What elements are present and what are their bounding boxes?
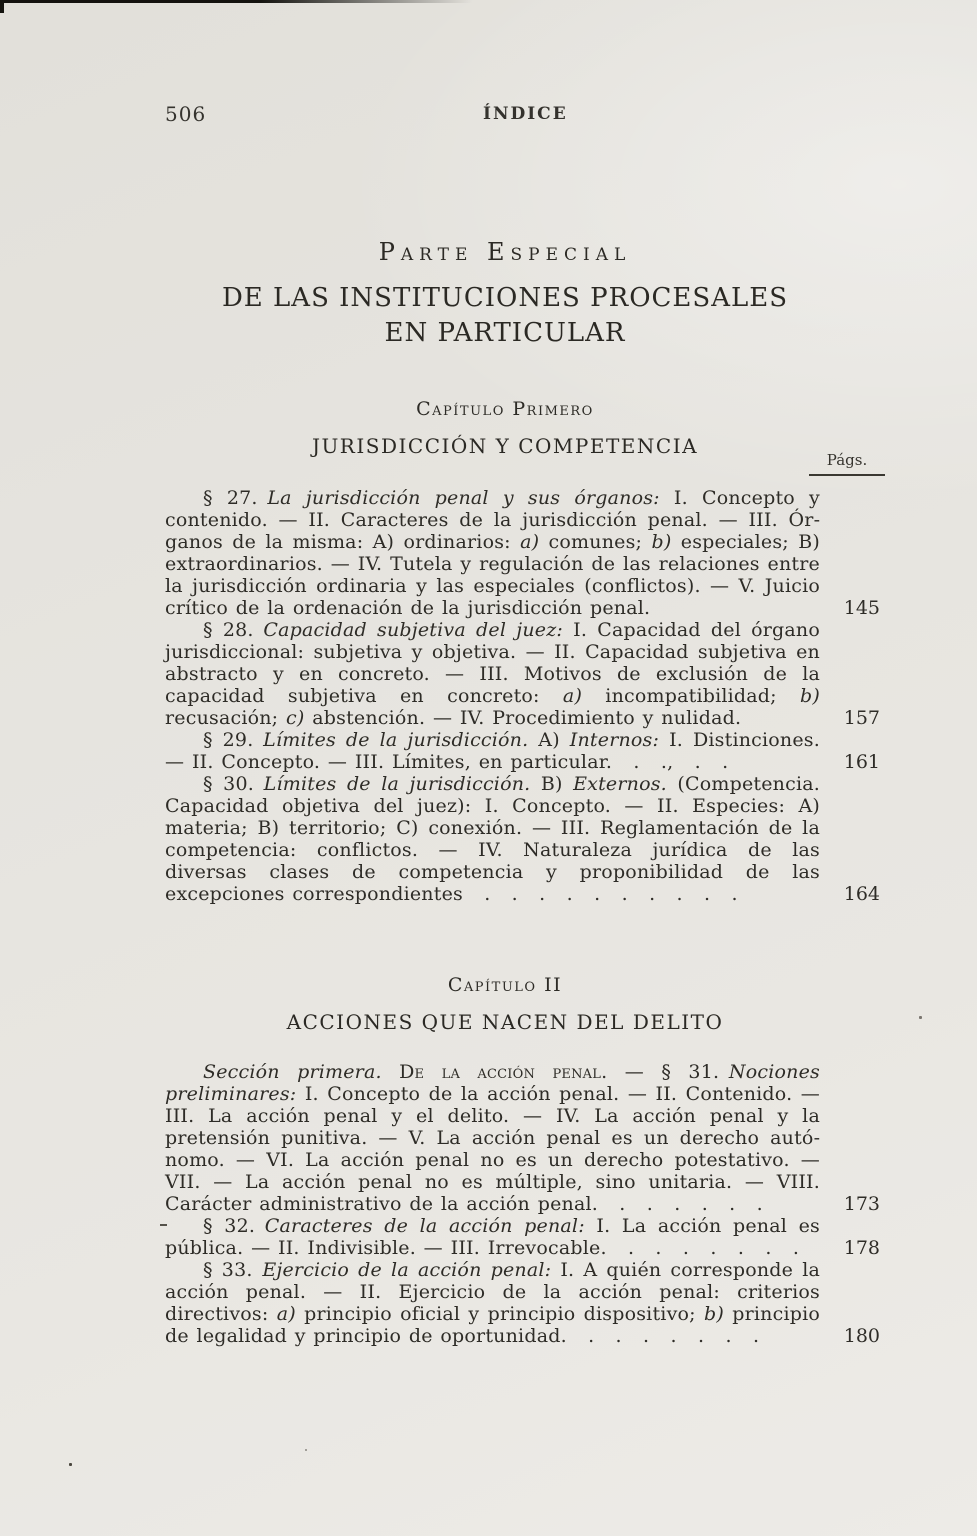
toc-entry-segment: principio oficial y principio dispositivo;	[295, 1303, 704, 1325]
toc-entry-page-number: 161	[843, 751, 880, 773]
toc-entry-text	[165, 619, 820, 729]
toc-entry-segment: c)	[286, 707, 305, 729]
part-title-line-1: DE LAS INSTITUCIONES PROCESALES	[221, 283, 789, 313]
toc-entry-segment: Internos:	[569, 729, 660, 751]
toc-entry-segment: comunes;	[539, 531, 652, 553]
chapter-1-toc-entries	[165, 487, 880, 905]
toc-entry-text	[165, 773, 820, 905]
toc-entry-segment: — § 31.	[607, 1061, 729, 1083]
toc-entry-segment: a)	[562, 685, 583, 707]
pages-column-label: Págs.	[809, 451, 885, 476]
toc-entry-segment: recusación;	[165, 707, 287, 729]
toc-entry-segment: Ejercicio de la acción penal:	[262, 1259, 552, 1281]
paper-speck	[69, 1463, 72, 1466]
toc-entry-segment: (Competencia. Capacidad objetiva del juez): I. Concepto. — II. Especies: A) materia; B) territorio; C) conexión. — III. Reglamentación de la competencia: conflictos. — IV. Naturaleza jurídica de las diversas clases de competencia y proponibilidad de las excepciones correspondientes	[165, 773, 820, 905]
toc-entry-segment: Sección primera.	[203, 1061, 382, 1083]
toc-entry-segment: Nociones preliminares:	[165, 1061, 820, 1105]
toc-entry-text	[165, 1061, 820, 1215]
toc-entry-segment: abstención. — IV. Procedimiento y nulidad.	[304, 707, 742, 729]
toc-entry-segment: § 29.	[203, 729, 264, 751]
toc-entry	[165, 773, 880, 905]
toc-entry-segment: b)	[651, 531, 672, 553]
toc-entry-segment: § 27.	[203, 487, 268, 509]
toc-entry-segment: § 30.	[203, 773, 264, 795]
page-number-folio: 506	[165, 102, 207, 126]
toc-entry-segment	[382, 1061, 399, 1083]
toc-entry-segment: Límites de la jurisdicción.	[263, 729, 529, 751]
chapter-1-title: JURISDICCIÓN Y COMPETENCIA	[311, 434, 699, 458]
toc-entry-segment: . . . . . . .	[606, 1237, 800, 1259]
toc-entry-segment: B)	[530, 773, 574, 795]
toc-entry	[165, 729, 880, 773]
toc-entry-segment: Caracteres de la acción penal:	[264, 1215, 585, 1237]
toc-entry-segment: a)	[276, 1303, 296, 1325]
toc-entry	[165, 1061, 880, 1215]
toc-entry-segment: I. Concepto de la acción penal. — II. Contenido. — III. La acción penal y el delito. — IV. La acción penal y la pretensión punitiva. — V. La acción penal es un derecho autónomo. — VI. La acción penal no es un derecho potestativo. — VII. — La acción penal no es múltiple, sino unitaria. — VIII. Carácter administrativo de la acción penal.	[165, 1083, 820, 1215]
toc-entry-segment: § 33.	[203, 1259, 263, 1281]
toc-entry-segment: I. Distinciones. — II. Concepto. — III. Límites, en particular.	[165, 729, 820, 773]
toc-entry-page-number: 164	[843, 883, 880, 905]
toc-entry-segment: a)	[520, 531, 540, 553]
toc-entry-segment: . ., . .	[612, 751, 729, 773]
toc-entry-segment: § 32.	[203, 1215, 265, 1237]
part-heading: Parte Especial	[378, 238, 632, 266]
toc-entry-segment: Externos.	[573, 773, 667, 795]
toc-entry-segment: . . . . . . . . . .	[462, 883, 738, 905]
toc-entry-segment: especiales; B) extraordinarios. — IV. Tutela y regulación de las relaciones entre la jurisdicción ordinaria y las especiales (conflictos). — V. Juicio crítico de la ordenación de la jurisdicción penal.	[165, 531, 821, 619]
scan-edge-artifact-corner	[0, 0, 4, 13]
paper-speck	[305, 1449, 307, 1451]
toc-entry-segment: . . . . . .	[598, 1193, 763, 1215]
chapter-2-title: ACCIONES QUE NACEN DEL DELITO	[286, 1010, 724, 1034]
scan-edge-artifact-top	[0, 0, 472, 3]
toc-entry-page-number: 173	[843, 1193, 880, 1215]
toc-entry-segment: . . . . . . .	[566, 1325, 760, 1347]
part-title-line-2: EN PARTICULAR	[384, 318, 626, 348]
toc-entry-segment: Límites de la jurisdicción.	[263, 773, 531, 795]
toc-entry-segment: § 28.	[203, 619, 264, 641]
chapter-1-heading: Capítulo Primero	[416, 398, 594, 420]
toc-entry-segment: De la acción penal.	[399, 1061, 608, 1083]
toc-entry-page-number: 145	[843, 597, 880, 619]
toc-entry	[165, 487, 880, 619]
toc-entry-page-number: 180	[843, 1325, 880, 1347]
toc-entry-text	[165, 729, 820, 773]
toc-entry-segment: La jurisdicción penal y sus órganos:	[267, 487, 660, 509]
running-header-title: ÍNDICE	[483, 104, 568, 124]
toc-entry-segment: principio de legalidad y principio de oportunidad.	[165, 1303, 820, 1347]
toc-entry-segment: incompatibilidad;	[582, 685, 801, 707]
toc-entry-page-number: 178	[843, 1237, 880, 1259]
chapter-2-toc-entries	[165, 1061, 880, 1347]
toc-entry-segment: I. La acción penal es pública. — II. Indivisible. — III. Irrevocable.	[165, 1215, 820, 1259]
toc-entry-text	[165, 1259, 820, 1347]
toc-entry	[165, 1259, 880, 1347]
toc-entry-text	[165, 1215, 820, 1259]
toc-entry-segment: Capacidad subjetiva del juez:	[263, 619, 564, 641]
part-title	[33, 281, 977, 351]
toc-entry-segment: I. Concepto y contenido. — II. Caracteres de la jurisdicción penal. — III. Órganos de la misma: A) ordinarios:	[165, 487, 820, 553]
toc-entry-segment: I. A quién corresponde la acción penal. — II. Ejercicio de la acción penal: criterios directivos:	[165, 1259, 820, 1325]
toc-entry-text	[165, 487, 820, 619]
toc-entry-segment: b)	[704, 1303, 724, 1325]
chapter-2-heading: Capítulo II	[447, 974, 563, 996]
toc-entry	[165, 1215, 880, 1259]
toc-entry-segment: b)	[800, 685, 820, 707]
toc-entry-page-number: 157	[843, 707, 880, 729]
toc-entry-segment: A)	[528, 729, 570, 751]
toc-entry-segment: I. Capacidad del órgano jurisdiccional: subjetiva y objetiva. — II. Capacidad subjetiva en abstracto y en concreto. — III. Motivos de exclusión de la capacidad subjetiva en concreto:	[165, 619, 820, 707]
toc-entry	[165, 619, 880, 729]
